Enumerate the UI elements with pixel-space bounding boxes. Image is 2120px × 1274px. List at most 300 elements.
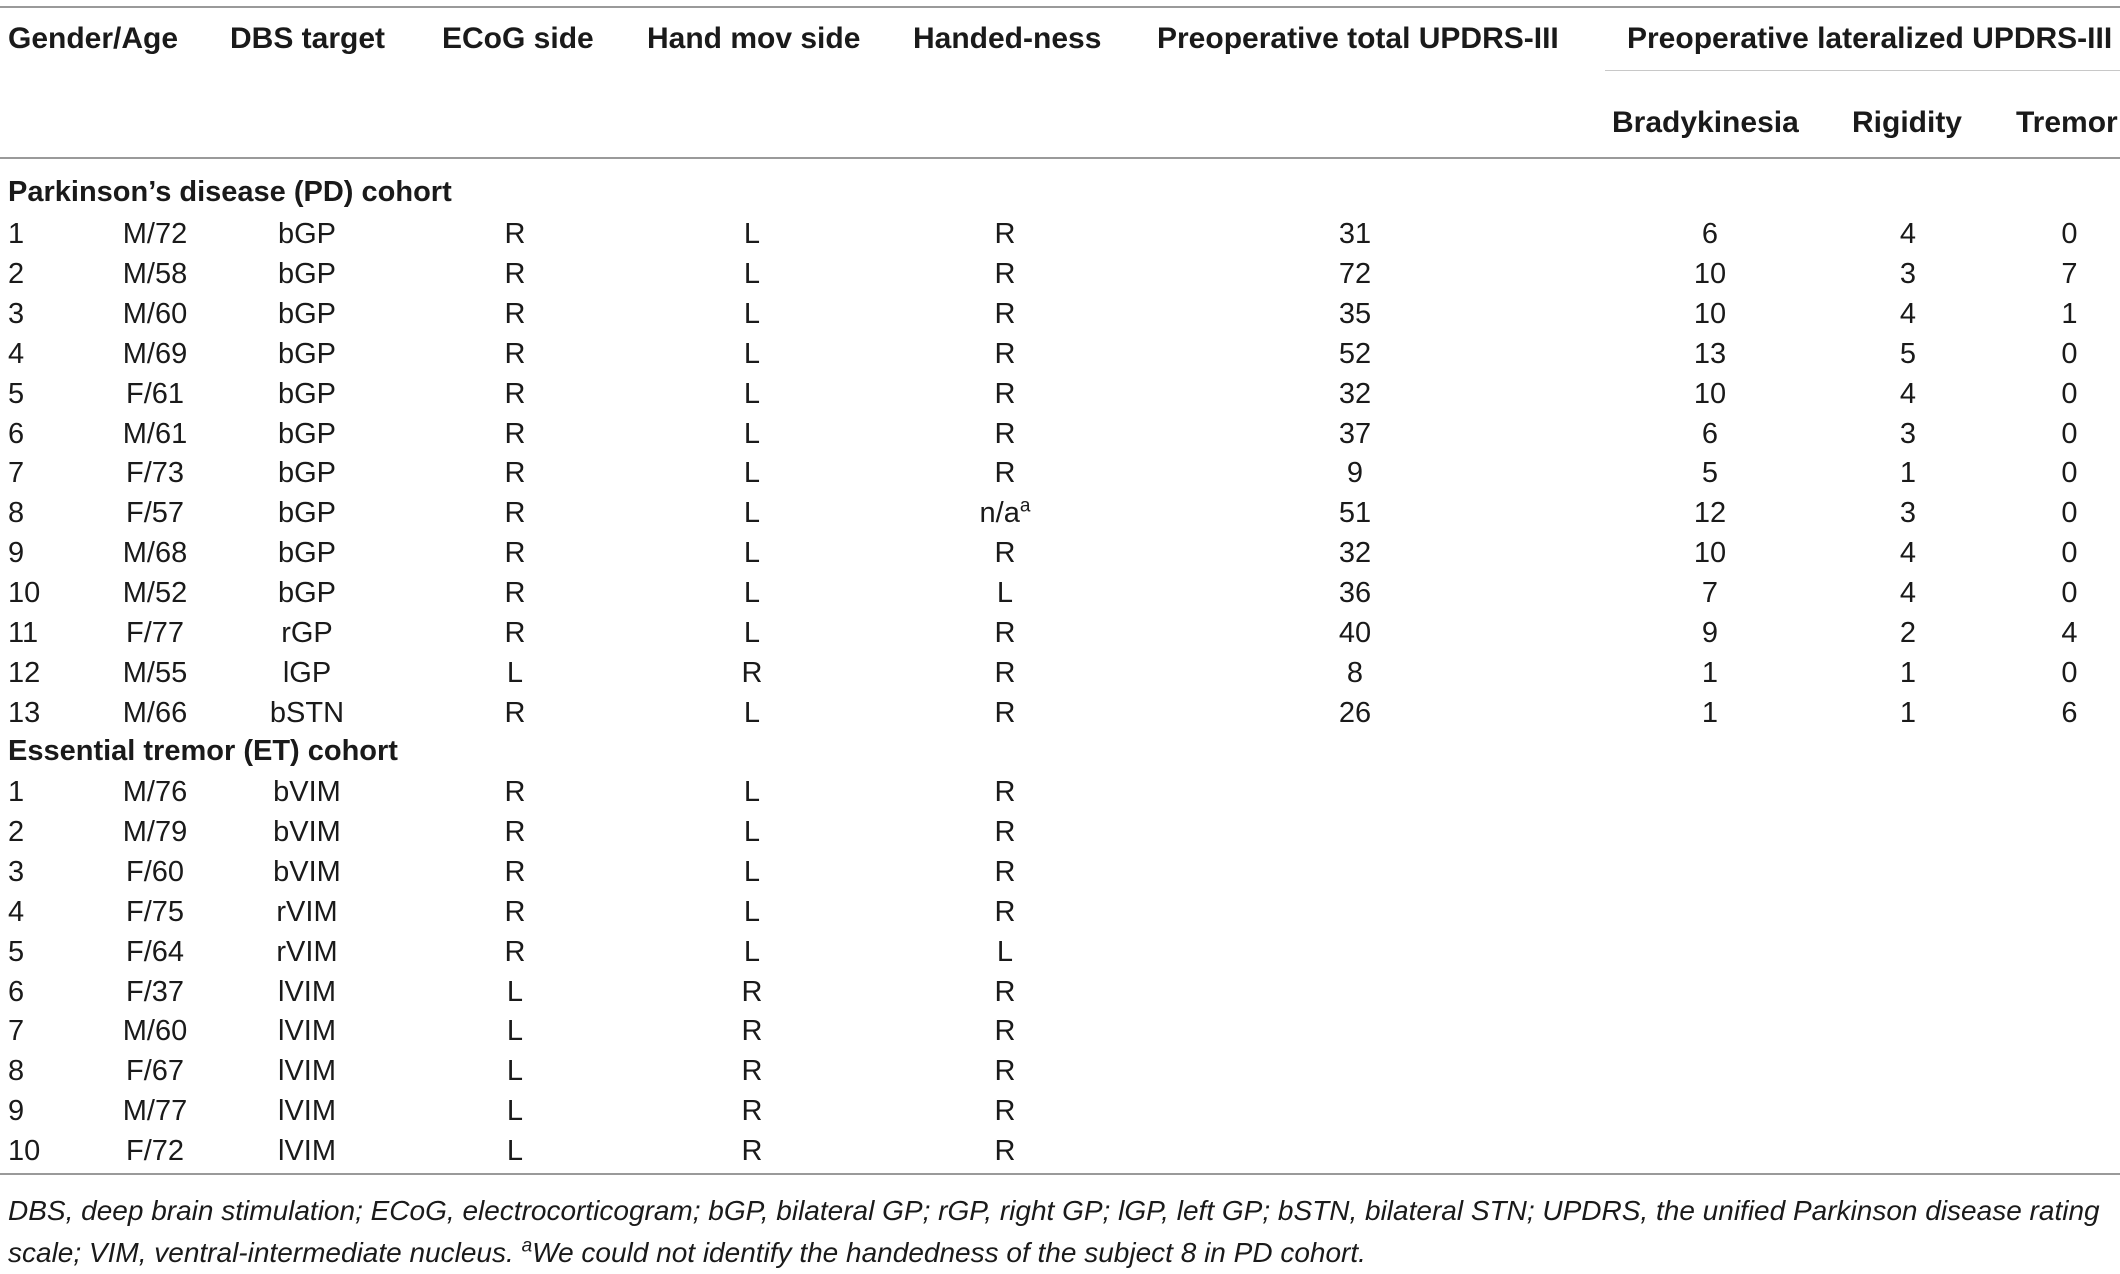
cell-gender-age-value: M/79 bbox=[122, 815, 188, 848]
cell-dbs-target-value: lVIM bbox=[278, 1135, 336, 1168]
cell-handedness bbox=[930, 414, 1080, 454]
cell-gender-age-value: F/73 bbox=[125, 457, 185, 490]
cell-tremor bbox=[2022, 1051, 2117, 1091]
cell-gender-age-value: M/69 bbox=[122, 337, 188, 370]
cell-dbs-target-value: rVIM bbox=[276, 895, 338, 928]
cell-hand-mov-side bbox=[722, 1091, 782, 1131]
cell-ecog-side-value: L bbox=[506, 1015, 524, 1048]
cell-rigidity bbox=[1858, 294, 1958, 334]
cell-total-updrs-value: 52 bbox=[1338, 337, 1372, 370]
cell-ecog-side-value: R bbox=[504, 537, 526, 570]
cell-total-updrs bbox=[1300, 932, 1410, 972]
table-row bbox=[0, 932, 2120, 972]
cell-subject-id-value: 10 bbox=[8, 1135, 41, 1168]
cell-rigidity bbox=[1858, 374, 1958, 414]
cell-ecog-side bbox=[485, 772, 545, 812]
cell-gender-age-value: F/64 bbox=[125, 935, 185, 968]
cell-hand-mov-side bbox=[722, 334, 782, 374]
cell-ecog-side-value: R bbox=[504, 377, 526, 410]
cell-gender-age-value: F/75 bbox=[125, 895, 185, 928]
cell-gender-age bbox=[95, 613, 215, 653]
cell-total-updrs bbox=[1300, 772, 1410, 812]
cell-total-updrs bbox=[1300, 374, 1410, 414]
cell-gender-age-value: M/72 bbox=[122, 218, 188, 250]
cell-bradykinesia bbox=[1655, 214, 1765, 254]
cell-tremor-value: 0 bbox=[2061, 218, 2078, 250]
cell-hand-mov-side bbox=[722, 812, 782, 852]
cell-rigidity-value: 3 bbox=[1899, 497, 1917, 530]
cell-tremor bbox=[2022, 892, 2117, 932]
cell-handedness bbox=[930, 453, 1080, 493]
cell-bradykinesia-value: 1 bbox=[1701, 656, 1719, 689]
header-lateralized-updrs: Preoperative lateralized UPDRS-III bbox=[1627, 22, 2113, 55]
cell-gender-age bbox=[95, 493, 215, 533]
cell-dbs-target-value: lVIM bbox=[278, 1095, 336, 1128]
cell-gender-age-value: F/60 bbox=[125, 855, 185, 888]
cell-handedness-value: R bbox=[994, 975, 1016, 1008]
cell-ecog-side-value: L bbox=[506, 1095, 524, 1128]
cell-total-updrs-value: 37 bbox=[1338, 417, 1372, 450]
cell-total-updrs bbox=[1300, 254, 1410, 294]
cell-hand-mov-side-value: L bbox=[743, 257, 761, 290]
cell-ecog-side-value: R bbox=[504, 457, 526, 490]
cell-subject-id bbox=[8, 453, 68, 493]
cell-tremor bbox=[2022, 414, 2117, 454]
cell-total-updrs bbox=[1300, 414, 1410, 454]
cell-ecog-side-value: R bbox=[504, 815, 526, 848]
cell-ecog-side-value: R bbox=[504, 337, 526, 370]
cell-ecog-side bbox=[485, 453, 545, 493]
cell-bradykinesia bbox=[1655, 533, 1765, 573]
cell-tremor bbox=[2022, 972, 2117, 1012]
cell-dbs-target bbox=[252, 932, 362, 972]
cell-hand-mov-side-value: R bbox=[741, 1055, 763, 1088]
cell-gender-age-value: F/61 bbox=[125, 377, 185, 410]
cell-bradykinesia bbox=[1655, 1091, 1765, 1131]
cell-dbs-target bbox=[252, 972, 362, 1012]
cell-handedness bbox=[930, 1091, 1080, 1131]
cell-bradykinesia-value: 10 bbox=[1693, 537, 1727, 570]
cell-gender-age bbox=[95, 214, 215, 254]
cell-hand-mov-side bbox=[722, 1011, 782, 1051]
cell-total-updrs bbox=[1300, 1131, 1410, 1171]
cell-bradykinesia bbox=[1655, 414, 1765, 454]
cell-ecog-side bbox=[485, 1131, 545, 1171]
cell-gender-age bbox=[95, 573, 215, 613]
table-row bbox=[0, 254, 2120, 294]
cell-hand-mov-side-value: R bbox=[741, 1015, 763, 1048]
cell-handedness bbox=[930, 812, 1080, 852]
cell-hand-mov-side-value: R bbox=[741, 1135, 763, 1168]
cell-tremor-value: 0 bbox=[2061, 377, 2078, 410]
cell-dbs-target bbox=[252, 334, 362, 374]
cell-dbs-target bbox=[252, 653, 362, 693]
cell-handedness-value: R bbox=[994, 696, 1016, 729]
cell-gender-age bbox=[95, 414, 215, 454]
cell-total-updrs bbox=[1300, 852, 1410, 892]
cell-ecog-side bbox=[485, 214, 545, 254]
cell-subject-id bbox=[8, 613, 68, 653]
cell-subject-id-value: 6 bbox=[8, 417, 25, 450]
table-row bbox=[0, 294, 2120, 334]
cell-dbs-target-value: lVIM bbox=[278, 1015, 336, 1048]
cell-total-updrs-value: 8 bbox=[1346, 656, 1364, 689]
cell-bradykinesia bbox=[1655, 493, 1765, 533]
cell-tremor bbox=[2022, 533, 2117, 573]
cell-dbs-target bbox=[252, 693, 362, 733]
cell-subject-id bbox=[8, 493, 68, 533]
cell-total-updrs-value: 26 bbox=[1338, 696, 1372, 729]
cell-rigidity-value: 4 bbox=[1899, 577, 1917, 610]
cell-dbs-target bbox=[252, 573, 362, 613]
cell-total-updrs bbox=[1300, 334, 1410, 374]
header-bradykinesia: Bradykinesia bbox=[1612, 106, 1799, 139]
header-gender-age: Gender/Age bbox=[8, 22, 179, 55]
cell-bradykinesia-value: 10 bbox=[1693, 297, 1727, 330]
cell-handedness-value: R bbox=[994, 1135, 1016, 1168]
table-row bbox=[0, 1091, 2120, 1131]
cell-hand-mov-side bbox=[722, 453, 782, 493]
cell-dbs-target-value: bSTN bbox=[269, 696, 345, 729]
cell-handedness bbox=[930, 374, 1080, 414]
cell-dbs-target bbox=[252, 214, 362, 254]
cell-tremor bbox=[2022, 493, 2117, 533]
cell-total-updrs bbox=[1300, 1011, 1410, 1051]
cell-bradykinesia-value: 7 bbox=[1701, 577, 1719, 610]
cell-handedness-value: R bbox=[994, 337, 1016, 370]
cell-ecog-side-value: L bbox=[506, 1055, 524, 1088]
cell-ecog-side bbox=[485, 653, 545, 693]
footnote-abbreviations: DBS, deep brain stimulation; ECoG, electrocorticogram; bGP, bilateral GP; rGP, right GP; lGP, left GP; bSTN, bilateral STN; UPDRS, the unified Parkinson disease rating scale; VIM, ventral-intermediate nucleus. bbox=[8, 1195, 2100, 1268]
cell-hand-mov-side bbox=[722, 414, 782, 454]
cell-dbs-target-value: bGP bbox=[277, 537, 337, 570]
cell-gender-age-value: M/76 bbox=[122, 776, 188, 808]
cell-subject-id bbox=[8, 1011, 68, 1051]
cell-handedness bbox=[930, 294, 1080, 334]
cell-rigidity bbox=[1858, 1131, 1958, 1171]
cell-bradykinesia bbox=[1655, 693, 1765, 733]
cell-bradykinesia bbox=[1655, 812, 1765, 852]
cell-tremor bbox=[2022, 852, 2117, 892]
cell-dbs-target-value: bVIM bbox=[273, 855, 341, 888]
cell-gender-age-value: M/55 bbox=[122, 656, 188, 689]
cell-ecog-side-value: R bbox=[504, 776, 526, 808]
cell-hand-mov-side-value: L bbox=[743, 497, 761, 530]
cell-handedness-value: R bbox=[994, 1055, 1016, 1088]
cell-tremor-value: 0 bbox=[2061, 577, 2078, 610]
cell-ecog-side bbox=[485, 693, 545, 733]
cell-subject-id-value: 2 bbox=[8, 257, 25, 290]
cell-handedness-value: R bbox=[994, 656, 1016, 689]
cell-hand-mov-side bbox=[722, 932, 782, 972]
cell-ecog-side bbox=[485, 932, 545, 972]
cell-total-updrs-value: 32 bbox=[1338, 377, 1372, 410]
cell-hand-mov-side-value: L bbox=[743, 417, 761, 450]
cell-dbs-target bbox=[252, 1091, 362, 1131]
cell-handedness-value: R bbox=[994, 776, 1016, 808]
cell-ecog-side bbox=[485, 1051, 545, 1091]
cell-dbs-target bbox=[252, 1131, 362, 1171]
cell-subject-id-value: 5 bbox=[8, 377, 25, 410]
cell-total-updrs bbox=[1300, 294, 1410, 334]
cell-bradykinesia bbox=[1655, 653, 1765, 693]
cell-hand-mov-side-value: L bbox=[743, 935, 761, 968]
cell-dbs-target bbox=[252, 533, 362, 573]
cell-subject-id-value: 9 bbox=[8, 537, 25, 570]
cell-ecog-side bbox=[485, 573, 545, 613]
cell-handedness bbox=[930, 972, 1080, 1012]
cell-total-updrs bbox=[1300, 533, 1410, 573]
cell-subject-id bbox=[8, 892, 68, 932]
cell-hand-mov-side-value: L bbox=[743, 377, 761, 410]
cell-bradykinesia-value: 10 bbox=[1693, 377, 1727, 410]
cell-ecog-side bbox=[485, 374, 545, 414]
cell-gender-age-value: F/72 bbox=[125, 1135, 185, 1168]
cell-handedness bbox=[930, 254, 1080, 294]
cell-handedness-value: R bbox=[994, 895, 1016, 928]
cell-tremor bbox=[2022, 214, 2117, 254]
cell-ecog-side-value: R bbox=[504, 218, 526, 250]
cell-hand-mov-side bbox=[722, 693, 782, 733]
cell-bradykinesia-value: 13 bbox=[1693, 337, 1727, 370]
cell-rigidity bbox=[1858, 453, 1958, 493]
cell-tremor bbox=[2022, 374, 2117, 414]
cell-hand-mov-side-value: R bbox=[741, 1095, 763, 1128]
cell-subject-id bbox=[8, 374, 68, 414]
cell-subject-id bbox=[8, 932, 68, 972]
cell-dbs-target-value: bVIM bbox=[273, 776, 341, 808]
cell-total-updrs-value: 35 bbox=[1338, 297, 1372, 330]
table-row bbox=[0, 1011, 2120, 1051]
cell-bradykinesia bbox=[1655, 852, 1765, 892]
cell-handedness bbox=[930, 932, 1080, 972]
cell-gender-age-value: M/52 bbox=[122, 577, 188, 610]
cell-subject-id bbox=[8, 254, 68, 294]
cell-hand-mov-side bbox=[722, 653, 782, 693]
cell-ecog-side bbox=[485, 294, 545, 334]
cell-gender-age-value: M/61 bbox=[122, 417, 188, 450]
cell-rigidity bbox=[1858, 414, 1958, 454]
cell-subject-id-value: 7 bbox=[8, 1015, 25, 1048]
cell-gender-age-value: M/60 bbox=[122, 297, 188, 330]
cell-subject-id-value: 3 bbox=[8, 855, 25, 888]
cell-subject-id bbox=[8, 214, 68, 254]
cell-handedness bbox=[930, 653, 1080, 693]
cell-rigidity-value: 4 bbox=[1899, 218, 1917, 250]
cell-handedness bbox=[930, 573, 1080, 613]
cell-handedness-value: L bbox=[996, 935, 1014, 968]
cell-tremor-value: 0 bbox=[2061, 497, 2078, 530]
cell-tremor-value: 1 bbox=[2061, 297, 2078, 330]
cell-bradykinesia-value: 1 bbox=[1701, 696, 1719, 729]
cell-gender-age bbox=[95, 812, 215, 852]
cell-rigidity bbox=[1858, 533, 1958, 573]
cell-dbs-target-value: bVIM bbox=[273, 815, 341, 848]
cell-gender-age bbox=[95, 653, 215, 693]
cell-total-updrs-value: 40 bbox=[1338, 617, 1372, 649]
cell-dbs-target bbox=[252, 892, 362, 932]
cell-ecog-side-value: L bbox=[506, 656, 524, 689]
cell-hand-mov-side bbox=[722, 533, 782, 573]
table-row bbox=[0, 892, 2120, 932]
cell-rigidity bbox=[1858, 972, 1958, 1012]
cell-subject-id-value: 9 bbox=[8, 1095, 25, 1128]
cell-bradykinesia-value: 6 bbox=[1701, 218, 1719, 250]
cell-gender-age-value: M/68 bbox=[122, 537, 188, 570]
cell-tremor bbox=[2022, 334, 2117, 374]
cell-tremor bbox=[2022, 653, 2117, 693]
cell-gender-age bbox=[95, 334, 215, 374]
cell-gender-age-value: M/58 bbox=[122, 257, 188, 290]
table-row bbox=[0, 334, 2120, 374]
cell-handedness-value: R bbox=[994, 218, 1016, 250]
cell-gender-age-value: M/66 bbox=[122, 696, 188, 729]
cell-ecog-side bbox=[485, 852, 545, 892]
cell-bradykinesia bbox=[1655, 374, 1765, 414]
cell-subject-id bbox=[8, 812, 68, 852]
cell-bradykinesia bbox=[1655, 932, 1765, 972]
cell-handedness bbox=[930, 613, 1080, 653]
cell-hand-mov-side bbox=[722, 1131, 782, 1171]
table-bottom-rule bbox=[0, 1173, 2120, 1175]
cell-subject-id bbox=[8, 573, 68, 613]
cell-handedness-value: R bbox=[994, 257, 1016, 290]
cell-handedness-value: R bbox=[994, 377, 1016, 410]
section-title-pd-cohort: Parkinson’s disease (PD) cohort bbox=[8, 176, 452, 208]
cell-gender-age bbox=[95, 1091, 215, 1131]
cell-rigidity bbox=[1858, 1091, 1958, 1131]
cell-handedness-value: R bbox=[994, 855, 1016, 888]
cell-gender-age bbox=[95, 1051, 215, 1091]
cell-tremor-value: 4 bbox=[2061, 617, 2078, 649]
cell-subject-id-value: 2 bbox=[8, 815, 25, 848]
cell-rigidity-value: 1 bbox=[1899, 457, 1917, 490]
cell-rigidity-value: 2 bbox=[1899, 617, 1917, 649]
header-total-updrs: Preoperative total UPDRS-III bbox=[1157, 22, 1559, 55]
cell-dbs-target bbox=[252, 812, 362, 852]
cell-tremor bbox=[2022, 254, 2117, 294]
cell-hand-mov-side bbox=[722, 374, 782, 414]
cell-ecog-side bbox=[485, 414, 545, 454]
cell-bradykinesia bbox=[1655, 573, 1765, 613]
cell-rigidity-value: 4 bbox=[1899, 377, 1917, 410]
cell-rigidity bbox=[1858, 772, 1958, 812]
cell-subject-id-value: 4 bbox=[8, 337, 25, 370]
cell-gender-age bbox=[95, 892, 215, 932]
cell-total-updrs bbox=[1300, 693, 1410, 733]
cell-tremor bbox=[2022, 812, 2117, 852]
cell-gender-age-value: F/67 bbox=[125, 1055, 185, 1088]
cell-tremor bbox=[2022, 932, 2117, 972]
cell-rigidity-value: 3 bbox=[1899, 417, 1917, 450]
table-row bbox=[0, 1131, 2120, 1171]
cell-tremor bbox=[2022, 1131, 2117, 1171]
cell-subject-id-value: 6 bbox=[8, 975, 25, 1008]
cell-ecog-side-value: R bbox=[504, 696, 526, 729]
cell-bradykinesia bbox=[1655, 254, 1765, 294]
cell-hand-mov-side bbox=[722, 892, 782, 932]
cell-hand-mov-side-value: L bbox=[743, 577, 761, 610]
cell-rigidity bbox=[1858, 214, 1958, 254]
cell-bradykinesia bbox=[1655, 1051, 1765, 1091]
cell-ecog-side bbox=[485, 254, 545, 294]
cell-tremor-value: 0 bbox=[2061, 656, 2078, 689]
cell-gender-age bbox=[95, 1011, 215, 1051]
cell-rigidity-value: 5 bbox=[1899, 337, 1917, 370]
cell-dbs-target-value: bGP bbox=[277, 497, 337, 530]
cell-ecog-side-value: R bbox=[504, 617, 526, 649]
cell-hand-mov-side-value: L bbox=[743, 337, 761, 370]
cell-bradykinesia bbox=[1655, 613, 1765, 653]
cell-handedness-value: R bbox=[994, 617, 1016, 649]
table-row bbox=[0, 972, 2120, 1012]
cell-bradykinesia bbox=[1655, 892, 1765, 932]
cell-dbs-target bbox=[252, 1011, 362, 1051]
cell-gender-age bbox=[95, 453, 215, 493]
cell-total-updrs bbox=[1300, 812, 1410, 852]
table-row bbox=[0, 812, 2120, 852]
cell-total-updrs bbox=[1300, 653, 1410, 693]
cell-handedness-value: R bbox=[994, 1095, 1016, 1128]
table-row bbox=[0, 1051, 2120, 1091]
cell-tremor bbox=[2022, 613, 2117, 653]
cell-bradykinesia-value: 6 bbox=[1701, 417, 1719, 450]
cell-handedness bbox=[930, 533, 1080, 573]
cell-ecog-side-value: R bbox=[504, 417, 526, 450]
footnote-note: We could not identify the handedness of the subject 8 in PD cohort. bbox=[532, 1237, 1366, 1268]
cell-hand-mov-side-value: R bbox=[741, 975, 763, 1008]
cell-tremor bbox=[2022, 772, 2117, 812]
cell-handedness bbox=[930, 1051, 1080, 1091]
cell-hand-mov-side-value: L bbox=[743, 895, 761, 928]
table-row bbox=[0, 852, 2120, 892]
cell-tremor-value: 6 bbox=[2061, 696, 2078, 729]
cell-dbs-target-value: bGP bbox=[277, 218, 337, 250]
cell-total-updrs bbox=[1300, 453, 1410, 493]
table-row bbox=[0, 493, 2120, 533]
cell-handedness-value: R bbox=[994, 297, 1016, 330]
cell-hand-mov-side-value: L bbox=[743, 776, 761, 808]
cell-subject-id-value: 7 bbox=[8, 457, 25, 490]
cell-handedness-value: R bbox=[994, 537, 1016, 570]
cell-subject-id-value: 4 bbox=[8, 895, 25, 928]
cell-subject-id-value: 8 bbox=[8, 497, 25, 530]
cell-tremor bbox=[2022, 453, 2117, 493]
cell-bradykinesia bbox=[1655, 1011, 1765, 1051]
header-ecog-side: ECoG side bbox=[442, 22, 594, 55]
cell-total-updrs bbox=[1300, 1091, 1410, 1131]
cell-dbs-target bbox=[252, 1051, 362, 1091]
cell-handedness bbox=[930, 852, 1080, 892]
cell-hand-mov-side-value: R bbox=[741, 656, 763, 689]
cell-handedness-value: R bbox=[994, 457, 1016, 490]
cell-subject-id-value: 13 bbox=[8, 696, 41, 729]
cell-total-updrs-value: 32 bbox=[1338, 537, 1372, 570]
cell-subject-id bbox=[8, 693, 68, 733]
cell-tremor bbox=[2022, 1011, 2117, 1051]
cell-rigidity-value: 4 bbox=[1899, 297, 1917, 330]
cell-dbs-target-value: bGP bbox=[277, 337, 337, 370]
cell-rigidity bbox=[1858, 932, 1958, 972]
cell-gender-age bbox=[95, 772, 215, 812]
cell-total-updrs bbox=[1300, 613, 1410, 653]
cell-handedness bbox=[930, 693, 1080, 733]
table-row bbox=[0, 613, 2120, 653]
cell-rigidity bbox=[1858, 1011, 1958, 1051]
cell-rigidity-value: 4 bbox=[1899, 537, 1917, 570]
cell-hand-mov-side-value: L bbox=[743, 218, 761, 250]
cell-hand-mov-side-value: L bbox=[743, 815, 761, 848]
